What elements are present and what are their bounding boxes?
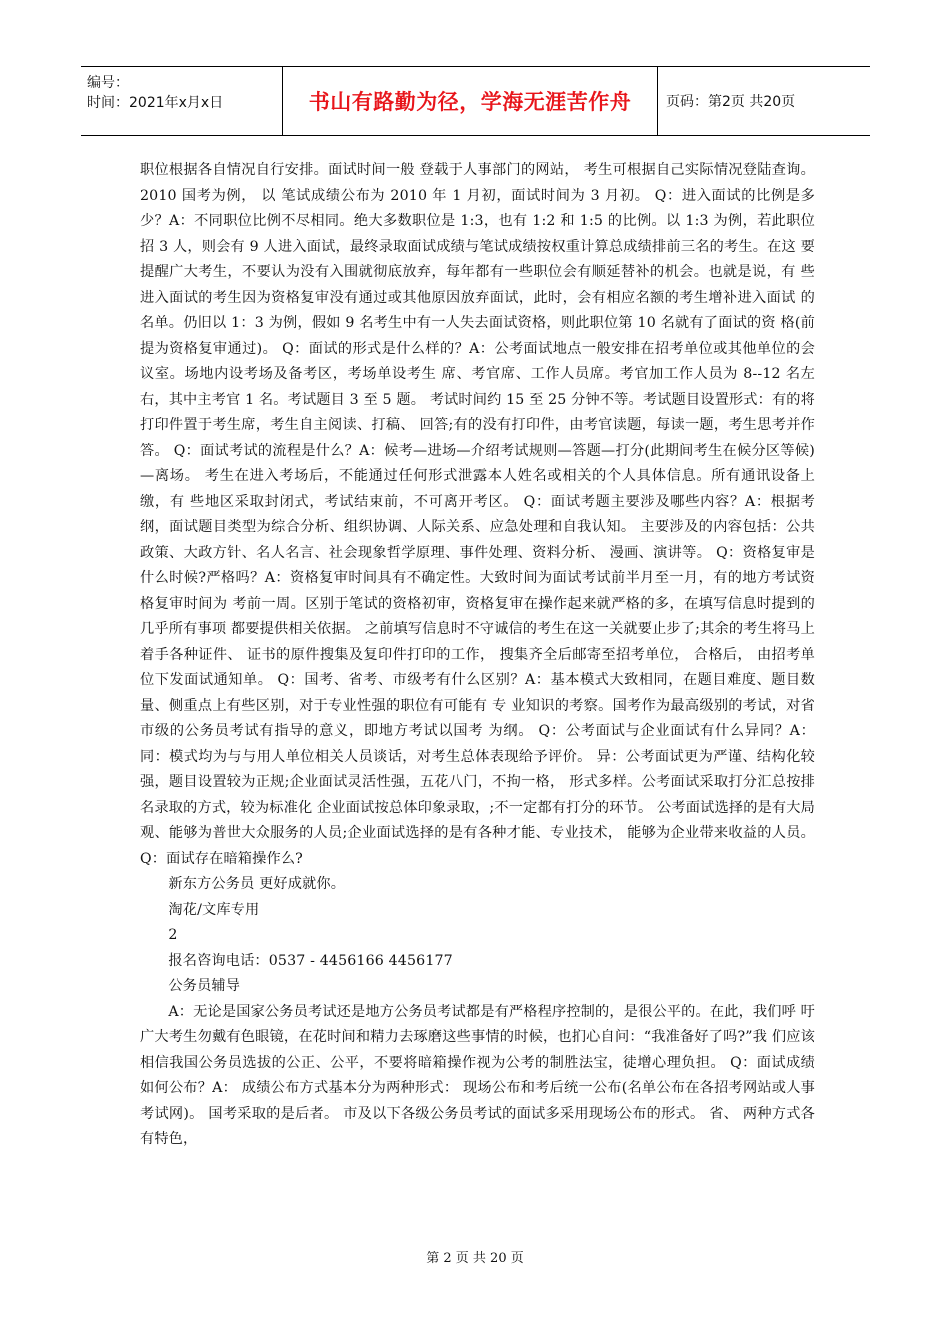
date-label: 时间：2021年x月x日 [87,95,224,111]
text-line: 2 [168,927,178,943]
page-header [81,66,870,136]
header-meta [81,67,283,135]
main-paragraph: 职位根据各自情况自行安排。面试时间一般 登载于人事部门的网站， 考生可根据自己实际情况登陆查询。 2010 国考为例， 以 笔试成绩公布为 2010 年 1 月初，面试时间为 3 月初。 Q：进入面试的比例是多少？A：不同职位比例不尽相同。绝大多数职位是 1:3，也有 1:2 和 1:5 的比例。以 1:3 为例，若此职位 招 3 人，则会有 9 人进入面试，最终录取面试成绩与笔试成绩按权重计算总成绩排前三名的考生。在这 要提醒广大考生，不要认为没有入围就彻底放弃，每年都有一些职位会有顺延替补的机会。也就是说，有 些进入面试的考生因为资格复审没有通过或其他原因放弃面试，此时，会有相应名额的考生增补进入面试 的名单。仍旧以 1：3 为例，假如 9 名考生中有一人失去面试资格，则此职位第 10 名就有了面试的资 格(前提为资格复审通过)。 Q：面试的形式是什么样的？A：公考面试地点一般安排在招考单位或其他单位的会议室。场地内设考场及备考区，考场单设考生 席、考官席、工作人员席。考官加工作人员为 8--12 名左右，其中主考官 1 名。考试题目 3 至 5 题。 考试时间约 15 至 25 分钟不等。考试题目设置形式：有的将打印件置于考生席，考生自主阅读、打稿、 回答;有的没有打印件，由考官读题，每读一题，考生思考并作答。 Q：面试考试的流程是什么？A：候考—进场—介绍考试规则—答题—打分(此期间考生在候分区等候)—离场。 考生在进入考场后，不能通过任何形式泄露本人姓名或相关的个人具体信息。所有通讯设备上缴，有 些地区采取封闭式，考试结束前，不可离开考区。 Q：面试考题主要涉及哪些内容？A：根据考纲，面试题目类型为综合分析、组织协调、人际关系、应急处理和自我认知。 主要涉及的内容包括：公共政策、大政方针、名人名言、社会现象哲学原理、事件处理、资料分析、 漫画、演讲等。 Q：资格复审是什么时候?严格吗？A：资格复审时间具有不确定性。大致时间为面试考试前半月至一月，有的地方考试资格复审时间为 考前一周。区别于笔试的资格初审，资格复审在操作起来就严格的多，在填写信息时提到的几乎所有事项 都要提供相关依据。 之前填写信息时不守诚信的考生在这一关就要止步了;其余的考生将马上着手各种证件、 证书的原件搜集及复印件打印的工作， 搜集齐全后邮寄至招考单位， 合格后， 由招考单位下发面试通知单。 Q：国考、省考、市级考有什么区别？A：基本模式大致相同，在题目难度、题目数量、侧重点上有些区别，对于专业性强的职位有可能有 专 业知识的考察。国考作为最高级别的考试，对省市级的公务员考试有指导的意义，即地方考试以国考 为纲。 Q：公考面试与企业面试有什么异同？A：同：模式均为与与用人单位相关人员谈话，对考生总体表现给予评价。 异：公考面试更为严谨、结构化较强，题目设置较为正规;企业面试灵活性强，五花八门，不拘一格， 形式多样。公考面试采取打分汇总按排名录取的方式，较为标准化 企业面试按总体印象录取，;不一定都有打分的环节。 公考面试选择的是有大局观、能够为普世大众服务的人员;企业面试选择的是有各种才能、专业技术， 能够为企业带来收益的人员。 Q：面试存在暗箱操作么? [140,162,815,867]
page-footer: 第 2 页 共 20 页 [426,1251,524,1266]
text-line: 新东方公务员 更好成就你。 [168,876,346,892]
text-line: 公务员辅导 [168,978,241,994]
text-line: 报名咨询电话：0537 - 4456166 4456177 [168,952,453,969]
closing-paragraph: A：无论是国家公务员考试还是地方公务员考试都是有严格程序控制的，是很公平的。在此，我们呼 吁广大考生勿戴有色眼镜，在花时间和精力去琢磨这些事情的时候，也扪心自问：“我准备好了吗?”我 们应该相信我国公务员选拔的公正、公平，不要将暗箱操作视为公考的制胜法宝，徒增心理负担。 Q：面试成绩如何公布？A： 成绩公布方式基本分为两种形式： 现场公布和考后统一公布(名单公布在各招考网站或人事考试网)。 国考采取的是后者。 市及以下各级公务员考试的面试多采用现场公布的形式。 省、 两种方式各有特色， [140,1003,815,1147]
document-body [140,158,815,1153]
text-line: 淘花/文库专用 [168,901,260,918]
header-motto: 书山有路勤为径，学海无涯苦作舟 [283,67,658,135]
serial-label: 编号： [87,75,129,91]
header-page-info: 页码：第2页 共20页 [666,94,796,110]
